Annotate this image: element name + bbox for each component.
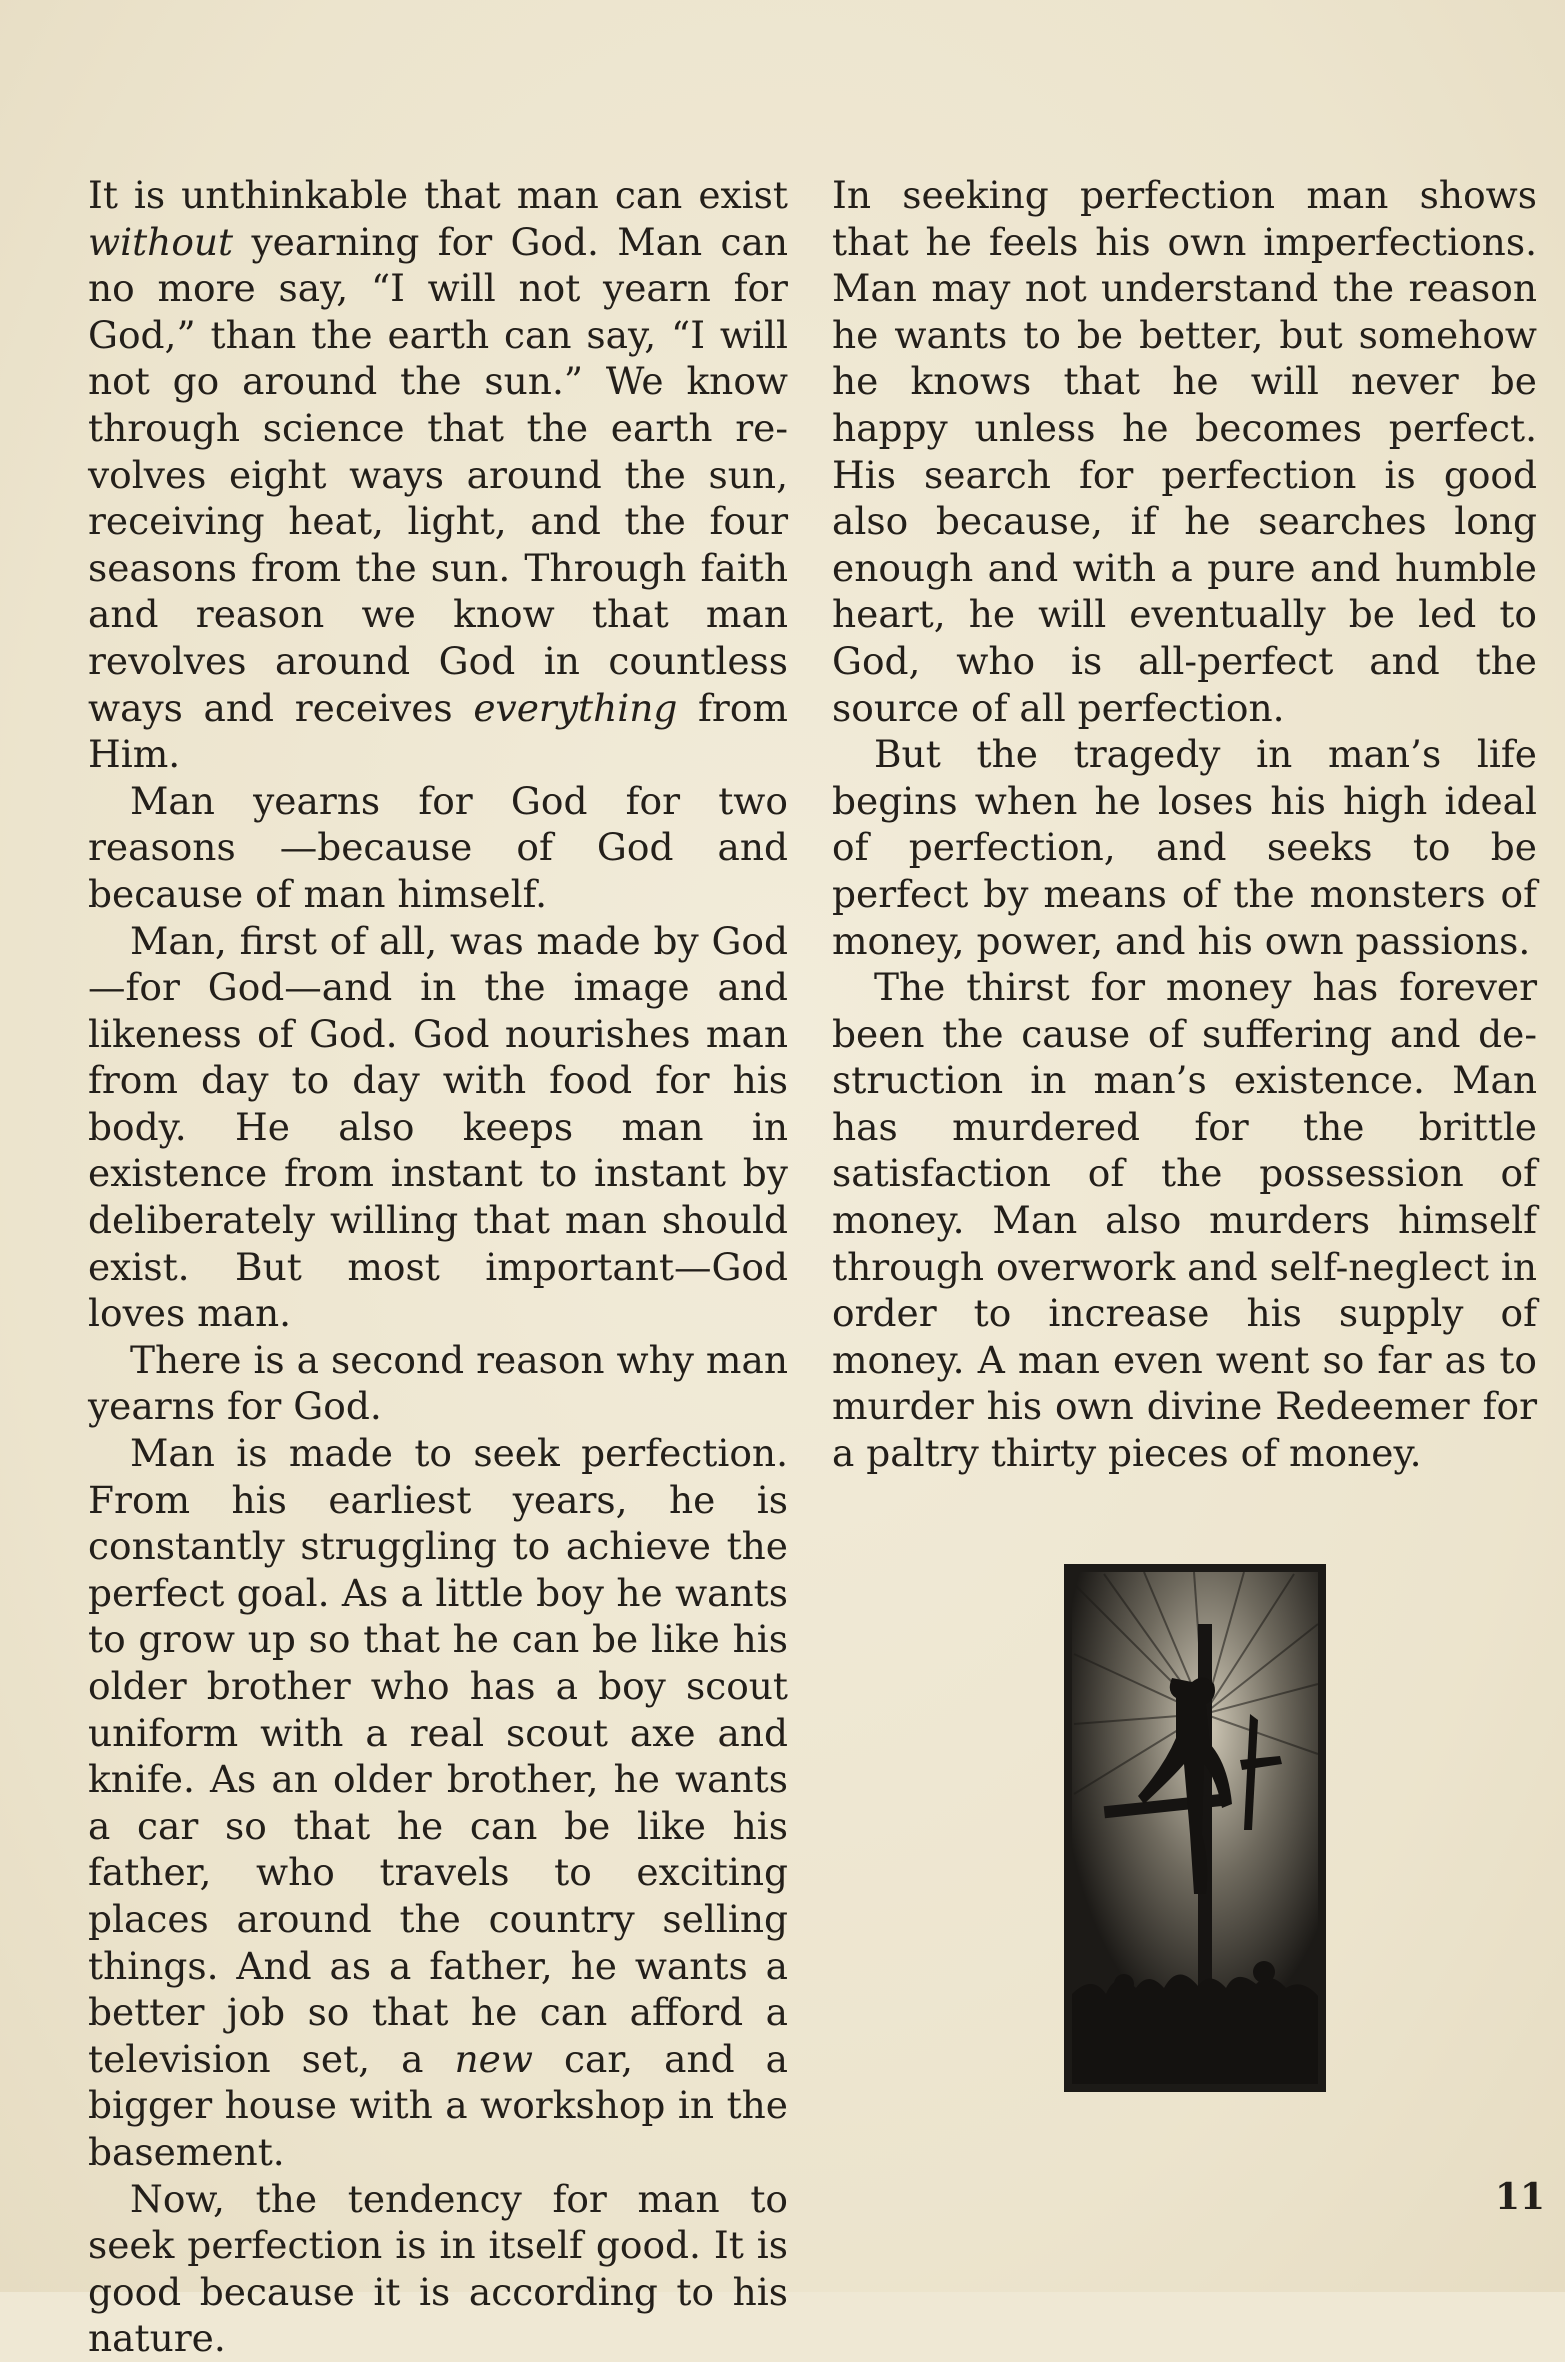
paragraph xyxy=(88,172,788,778)
paragraph: Man yearns for God for two reasons —because of God and because of man himself. xyxy=(88,778,788,916)
text-run: It is unthinkable that man can exist xyxy=(88,173,788,217)
text-run: car, and a bigger house with a workshop in the basement. xyxy=(88,2036,788,2174)
left-column xyxy=(88,172,788,2362)
text-run: from Him. xyxy=(88,685,788,777)
paragraph: Man, first of all, was made by God —for God—and in the image and likeness of God. God nourishes man from day to day with food for his body. He also keeps man in existence from instant to instant by deliberately willing that man should exist. But most important—God loves man. xyxy=(88,918,788,1336)
crucifixion-woodcut-illustration xyxy=(1064,1564,1326,2092)
emphasis: everything xyxy=(473,685,678,730)
page-number: 11 xyxy=(1495,2176,1546,2218)
paragraph: In seeking perfection man shows that he feels his own imperfections. Man may not understand the reason he wants to be better, but somehow he knows that he will never be happy unless he becomes perfect. His search for perfection is good also because, if he searches long enough and with a pure and humble heart, he will eventually be led to God, who is all-perfect and the source of all perfection. xyxy=(832,173,1537,730)
crucifixion-scene-icon xyxy=(1064,1564,1326,2092)
paragraph: Now, the tendency for man to seek perfection is in itself good. It is good because it is according to his nature. xyxy=(88,2176,788,2361)
paragraph: But the tragedy in man’s life begins when he loses his high ideal of perfection, and seeks to be perfect by means of the monsters of money, power, and his own passions. xyxy=(832,732,1537,963)
text-run: Man is made to seek perfection. From his earliest years, he is constantly struggling to achieve the perfect goal. As a little boy he wants to grow up so that he can be like his older brother who has a boy scout uniform with a real scout axe and knife. As an older brother, he wants a car so that he can be like his father, who travels to exciting places around the country selling things. And as a father, he wants a better job so that he can afford a television set, a xyxy=(88,1431,788,2081)
paragraph xyxy=(88,1430,788,2176)
emphasis: new xyxy=(454,2036,533,2081)
right-column xyxy=(832,172,1537,1477)
paragraph: The thirst for money has forever been the cause of suffering and destruction in man’s existence. Man has murdered for the brittle satisfaction of the possession of money. Man also murders himself through overwork and self-neglect in order to increase his supply of money. A man even went so far as to murder his own divine Redeemer for a paltry thirty pieces of money. xyxy=(832,965,1537,1476)
paragraph: There is a second reason why man yearns for God. xyxy=(88,1337,788,1429)
emphasis: without xyxy=(88,219,234,264)
text-run: yearning for God. Man can no more say, “I will not yearn for God,” than the earth can say, “I will not go around the sun.” We know through science that the earth revolves eight ways around the sun, receiving heat, light, and the four seasons from the sun. Through faith and reason we know that man revolves around God in countless ways and receives xyxy=(88,219,788,730)
